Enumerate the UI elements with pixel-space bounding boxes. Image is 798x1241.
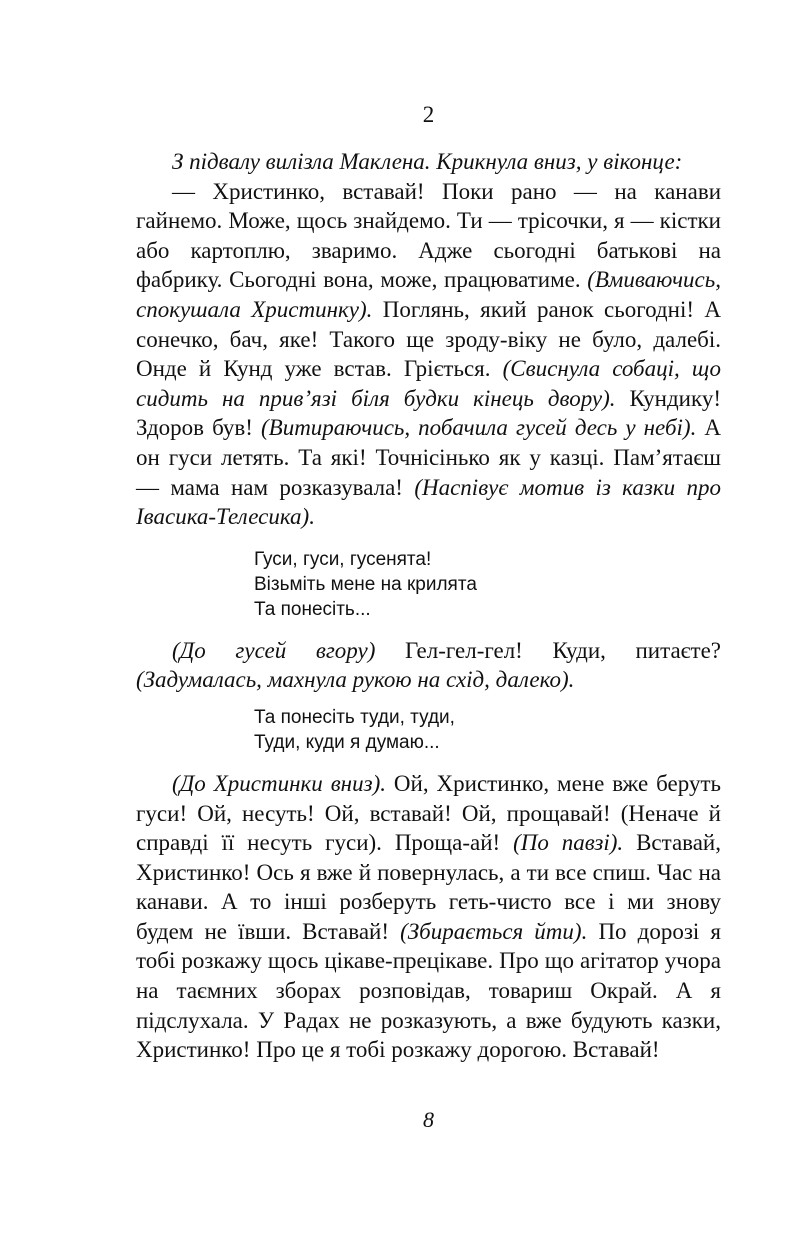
paragraph (136, 177, 721, 532)
paragraph (136, 636, 721, 695)
dialogue-text: Поглянь, який ранок сьогодні! А сонечко, бач, яке! Такого ще зроду-віку не було, далебі. Онде й Кунд уже встав. Гріється. (136, 296, 721, 382)
stage-direction: (Задумалась, махнула рукою на схід, далеко). (136, 667, 575, 693)
page-number: 8 (423, 1107, 434, 1132)
stage-direction: (До гусей вгору) (172, 637, 376, 663)
stage-direction: (Свиснула собаці, що сидить на прив’язі біля будки кінець двору). (136, 356, 722, 411)
paragraph (136, 769, 721, 1065)
stage-direction: (Вмиваючись, спокушала Христинку). (136, 267, 721, 322)
paragraph (136, 147, 721, 177)
dialogue-text: Гел-гел-гел! Куди, питаєте? (375, 637, 721, 663)
scene-number: 2 (422, 102, 435, 127)
verse-line: Візьміть мене на крилята (254, 573, 477, 595)
stage-direction: (Збирається йти). (400, 918, 588, 944)
dialogue-text: Вставай, Христинко! Ось я вже й повернулась, а ти все спиш. Час на канави. А то інші розберуть геть-чисто все і ми знову будем не ївши. Вставай! (136, 830, 721, 944)
dialogue-text: Ой, Христинко, мене вже беруть гуси! Ой, несуть! Ой, вставай! Ой, прощавай! (Неначе й справді її несуть гуси). Проща-ай! (136, 770, 721, 856)
stage-direction: (Витираючись, побачила гусей десь у небі). (260, 415, 697, 441)
stage-direction: З підвалу вилізла Маклена. Крикнула вниз, у віконце: (172, 149, 683, 174)
dialogue-text: А он гуси летять. Та які! Точнісінько як у казці. Пам’ятаєш — мама нам розказувала! (136, 415, 721, 500)
verse-line: Та понесіть... (254, 598, 371, 620)
verse-line: Та понесіть туди, туди, (254, 706, 455, 728)
verse-line: Туди, куди я думаю... (254, 731, 440, 753)
dialogue-text: — Христинко, вставай! Поки рано — на канави гайнемо. Може, щось знайдемо. Ти — трісочки, я — кістки або картоплю, зваримо. Адже сьогодні батькові на фабрику. Сьогодні вона, може, працюватиме. (136, 178, 721, 293)
stage-direction: (По павзі). (513, 830, 624, 856)
verse-block-1 (254, 547, 721, 622)
dialogue-text: Кундику! Здоров був! (136, 385, 721, 441)
stage-direction: (До Христинки вниз). (172, 770, 386, 796)
verse-block-2 (254, 705, 721, 755)
stage-direction: (Наспівує мотив із казки про Івасика-Телесика). (136, 474, 721, 530)
body-text (136, 147, 721, 1065)
verse-line: Гуси, гуси, гусенята! (254, 548, 432, 570)
dialogue-text: По дорозі я тобі розкажу щось цікаве-прецікаве. Про що агітатор учора на таємних зборах розповідав, товариш Окрай. А я підслухала. У Радах не розказують, а вже будують казки, Христинко! Про це я тобі розкажу дорогою. Вставай! (136, 918, 722, 1063)
